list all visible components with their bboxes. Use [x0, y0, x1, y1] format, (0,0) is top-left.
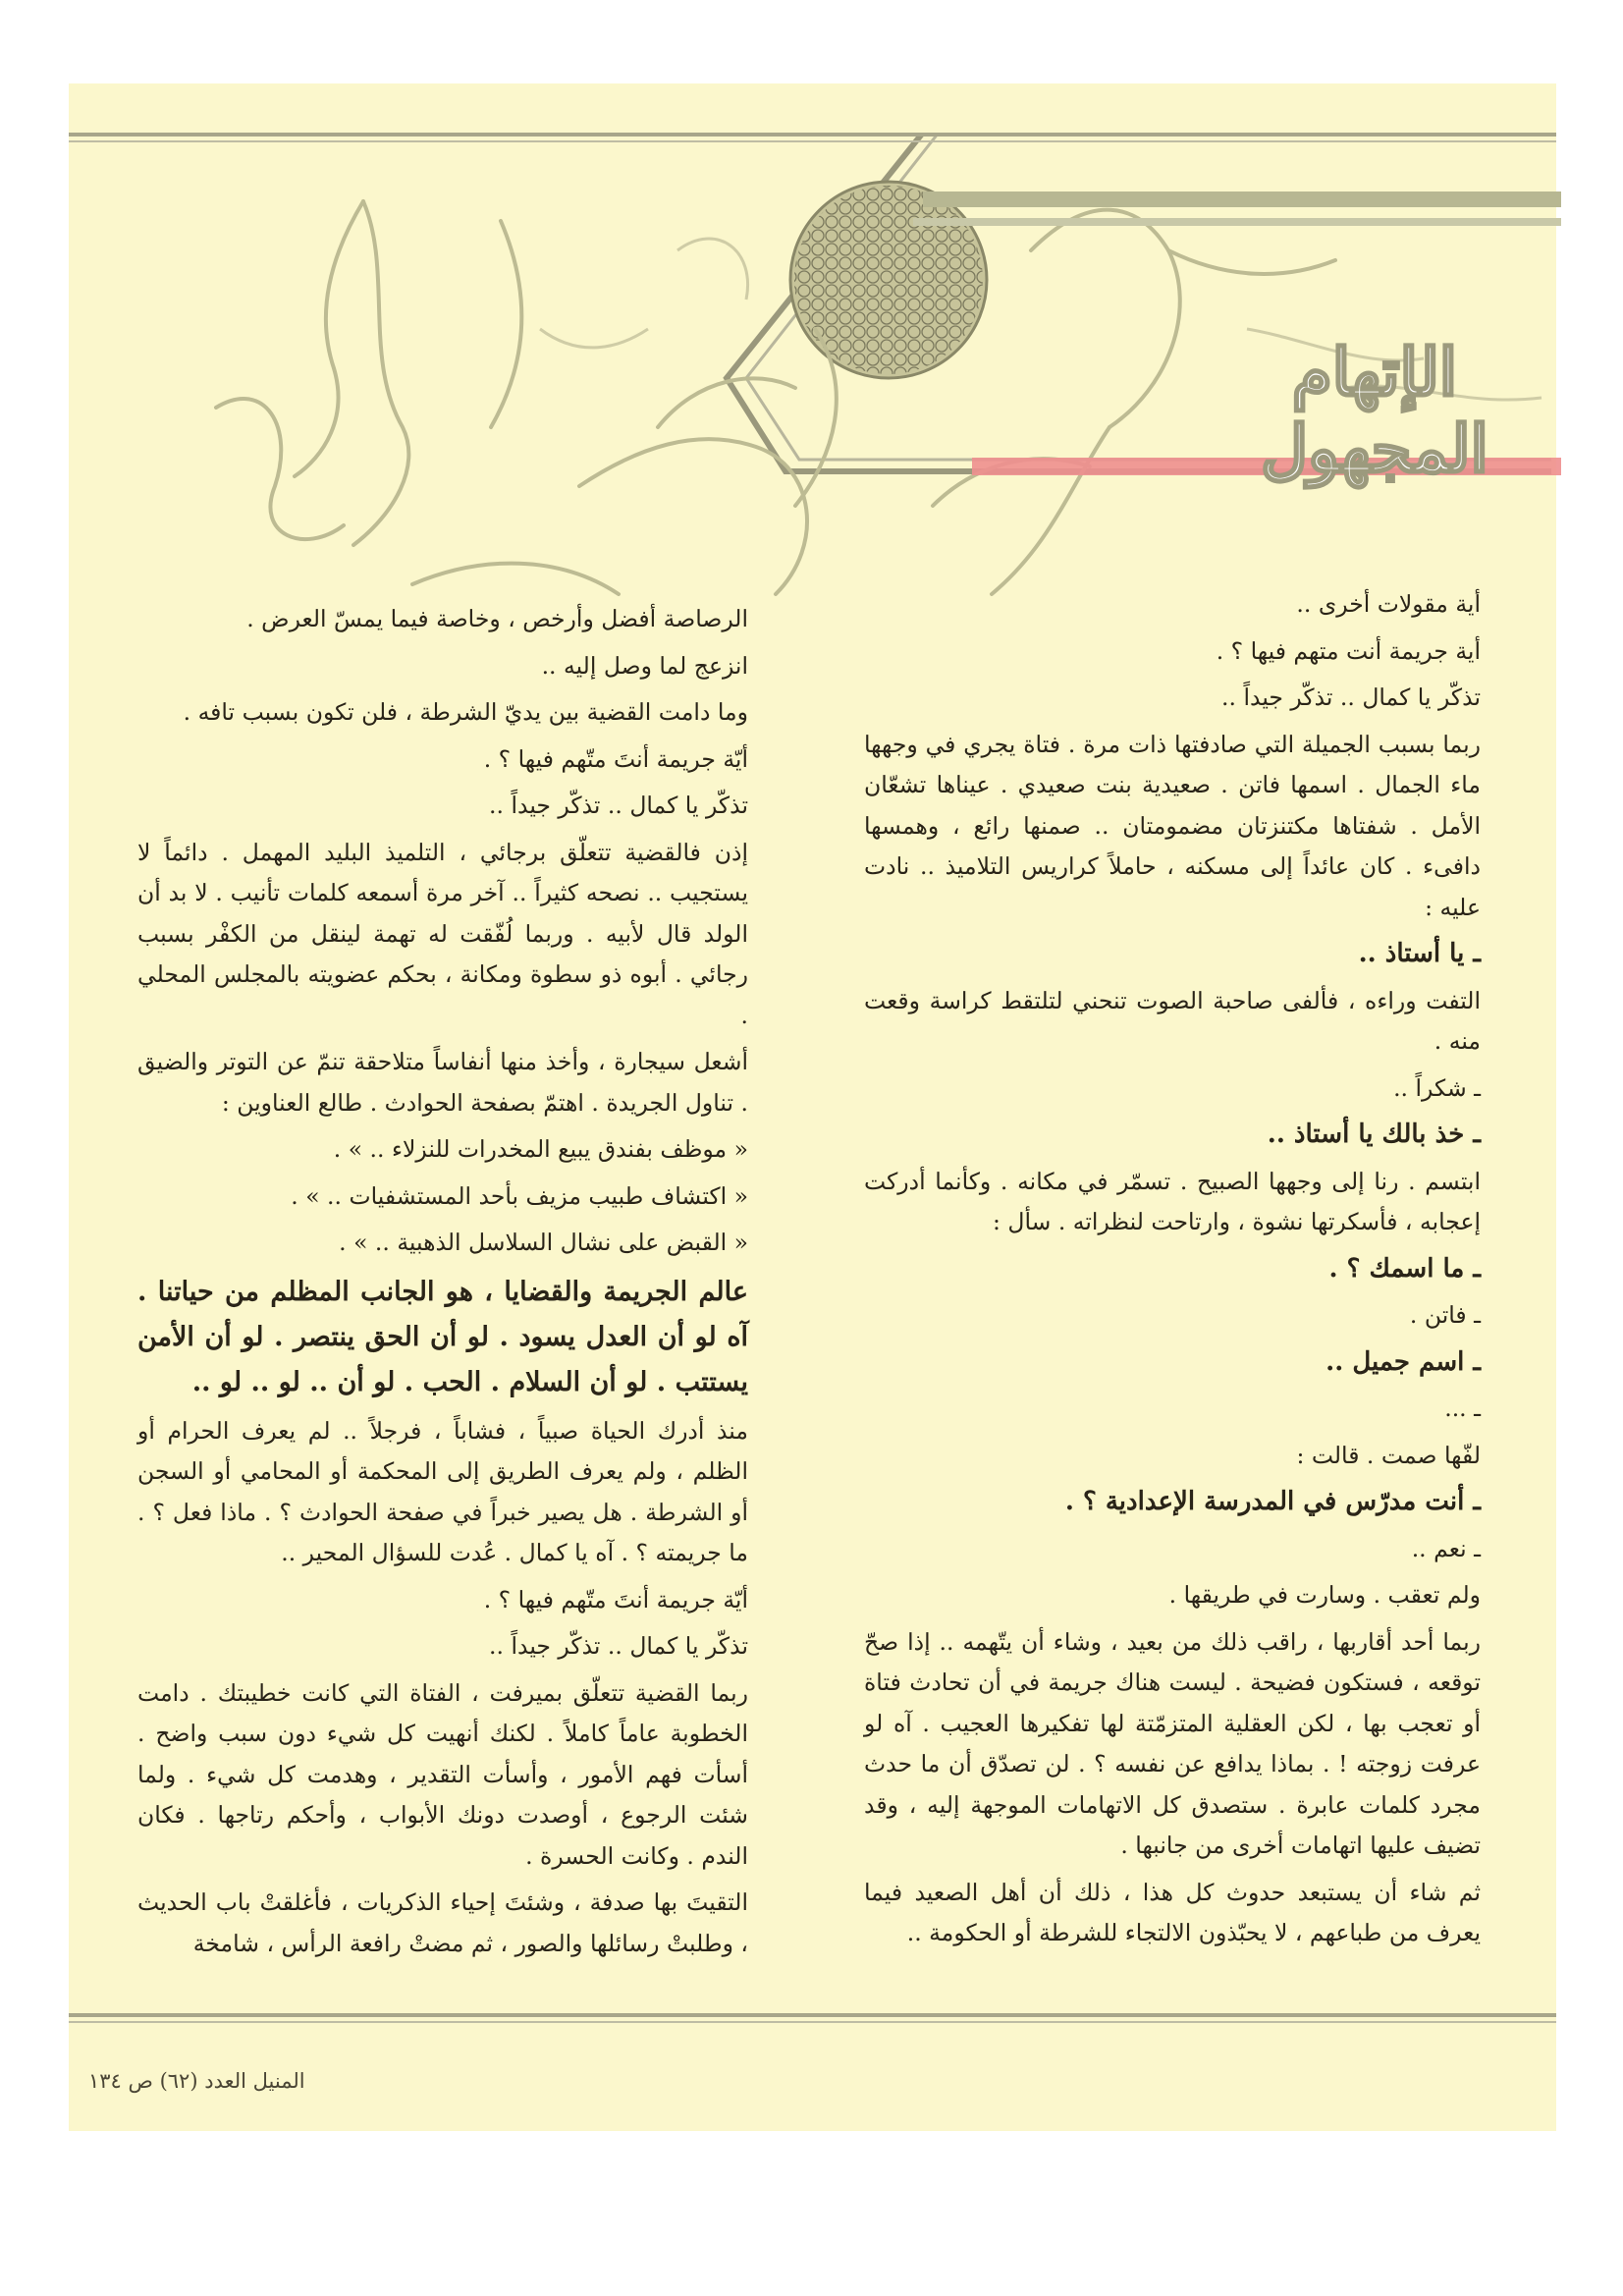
paragraph: أية جريمة أنت متهم فيها ؟ . [1216, 636, 1481, 665]
article-title: الإتهام المجهول [1261, 334, 1488, 487]
paragraph: انزعج لما وصل إليه .. [541, 651, 748, 680]
decorative-bar [923, 191, 1561, 207]
paragraph: إذن فالقضية تتعلّق برجائي ، التلميذ البليد المهمل . دائماً لا يستجيب .. نصحه كثيراً .. آخر مرة أسمعه كلمات تأنيب . لا بد أن الولد قال لأبيه . وربما لُفّقت له تهمة لينقل من الكفْر بسبب رجائي . أبوه ذو سطوة ومكانة ، بحكم عضويته بالمجلس المحلي . [137, 838, 748, 1029]
dialogue-line: ـ خذ بالك يا أستاذ .. [1267, 1120, 1481, 1149]
top-rule-thin [69, 140, 1556, 142]
text-column-right [864, 584, 1481, 1960]
dialogue-line: ـ يا أستاذ .. [1358, 939, 1481, 968]
paragraph: وما دامت القضية بين يديّ الشرطة ، فلن تكون بسبب تافه . [183, 698, 748, 726]
paragraph: ربما بسبب الجميلة التي صادفتها ذات مرة . فتاة يجري في وجهها ماء الجمال . اسمها فاتن . صعيدية بنت صعيدي . عيناها تشعّان الأمل . شفتاها مكتنزتان مضمومتان .. صمنها رائع ، وهمسها دافىء . كان عائداً إلى مسكنه ، حاملاً كراريس التلاميذ .. نادت عليه : [864, 730, 1481, 921]
paragraph: أية مقولات أخرى .. [1296, 590, 1481, 618]
paragraph: ابتسم . رنا إلى وجهها الصبيح . تسمّر في مكانه . وكأنما أدركت إعجابه ، فأسكرتها نشوة ، وارتاحت لنظراته . سأل : [864, 1167, 1481, 1235]
paragraph: التقيتَ بها صدفة ، وشئتَ إحياء الذكريات ، فأغلقتْ باب الحديث ، وطلبتْ رسائلها والصور ، ثم مضتْ رافعة الرأس ، شامخة [137, 1888, 748, 1957]
bottom-rule-thin [69, 2021, 1556, 2023]
paragraph: منذ أدرك الحياة صبياً ، فشاباً ، فرجلاً .. لم يعرف الحرام أو الظلم ، ولم يعرف الطريق إلى المحكمة أو المحامي أو السجن أو الشرطة . هل يصير خبراً في صفحة الحوادث ؟ . ماذا فعل ؟ . ما جريمته ؟ . آه يا كمال . عُدت للسؤال المحير .. [137, 1416, 748, 1566]
paragraph: ربما أحد أقاربها ، راقب ذلك من بعيد ، وشاء أن يتّهمه .. إذا صحّ توقعه ، فستكون فضيحة . ليست هناك جريمة في أن تحادث فتاة أو تعجب بها ، لكن العقلية المتزمّتة لها تفكيرها العجيب . آه لو عرفت زوجته ! . بماذا يدافع عن نفسه ؟ . لن تصدّق أن ما حدث مجرد كلمات عابرة . ستصدق كل الاتهامات الموجهة إليه ، وقد تضيف عليها اتهامات أخرى من جانبها . [864, 1627, 1481, 1859]
paragraph: أيّة جريمة أنتَ متّهم فيها ؟ . [483, 1585, 748, 1613]
dialogue-line: ـ اسم جميل .. [1325, 1346, 1481, 1377]
paragraph: التفت وراءه ، فألفى صاحبة الصوت تنحني لتلتقط كراسة وقعت منه . [864, 986, 1481, 1055]
paragraph: تذكّر يا كمال .. تذكّر جيداً .. [1221, 683, 1481, 711]
paragraph: أشعل سيجارة ، وأخذ منها أنفاساً متلاحقة تنمّ عن التوتر والضيق . تناول الجريدة . اهتمّ بصفحة الحوادث . طالع العناوين : [137, 1048, 748, 1117]
paragraph: ولم تعقب . وسارت في طريقها . [1168, 1581, 1481, 1609]
text-column-left [137, 599, 748, 1970]
page-footer: المنيل العدد (٦٢) ص ١٣٤ [88, 2069, 305, 2093]
paragraph: « اكتشاف طبيب مزيف بأحد المستشفيات .. » . [291, 1181, 748, 1210]
decorative-bar-thin [913, 218, 1561, 226]
dialogue-line: ـ أنت مدرّس في المدرسة الإعدادية ؟ . [1064, 1487, 1481, 1516]
dialogue-line: ـ ما اسمك ؟ . [1328, 1253, 1481, 1284]
top-rule [69, 133, 1556, 137]
paragraph: ـ فاتن . [1409, 1301, 1481, 1329]
paragraph: الرصاصة أفضل وأرخص ، وخاصة فيما يمسّ العرض . [246, 605, 748, 632]
paragraph: ـ شكراً .. [1393, 1073, 1481, 1102]
paragraph: لفّها صمت . قالت : [1296, 1441, 1481, 1469]
paragraph: أيّة جريمة أنتَ متّهم فيها ؟ . [483, 744, 748, 773]
paragraph: ربما القضية تتعلّق بميرفت ، الفتاة التي كانت خطيبتك . دامت الخطوبة عاماً كاملاً . لكنك أنهيت كل شيء دون سبب واضح . أسأت فهم الأمور ، وأسأت التقدير ، وهدمت كل شيء . ولما شئت الرجوع ، أوصدت دونك الأبواب ، وأحكم رتاجها . فكان الندم . وكانت الحسرة . [137, 1678, 748, 1870]
emphasis-paragraph: عالم الجريمة والقضايا ، هو الجانب المظلم من حياتنا . آه لو أن العدل يسود . لو أن الحق ينتصر . لو أن الأمن يستتب . لو أن السلام . الحب . لو أن .. لو .. لو .. [137, 1276, 748, 1397]
bottom-rule [69, 2013, 1556, 2017]
paragraph: ـ نعم .. [1411, 1534, 1481, 1562]
paragraph: تذكّر يا كمال .. تذكّر جيداً .. [489, 1632, 748, 1660]
paragraph: تذكّر يا كمال .. تذكّر جيداً .. [489, 792, 748, 819]
paragraph: « القبض على نشال السلاسل الذهبية .. » . [339, 1229, 748, 1256]
paragraph: ـ ... [1444, 1394, 1481, 1422]
paragraph: ثم شاء أن يستبعد حدوث كل هذا ، ذلك أن أهل الصعيد فيما يعرف من طباعهم ، لا يحبّذون الالتجاء للشرطة أو الحكومة .. [864, 1878, 1481, 1946]
paragraph: « موظف بفندق يبيع المخدرات للنزلاء .. » . [333, 1135, 748, 1163]
